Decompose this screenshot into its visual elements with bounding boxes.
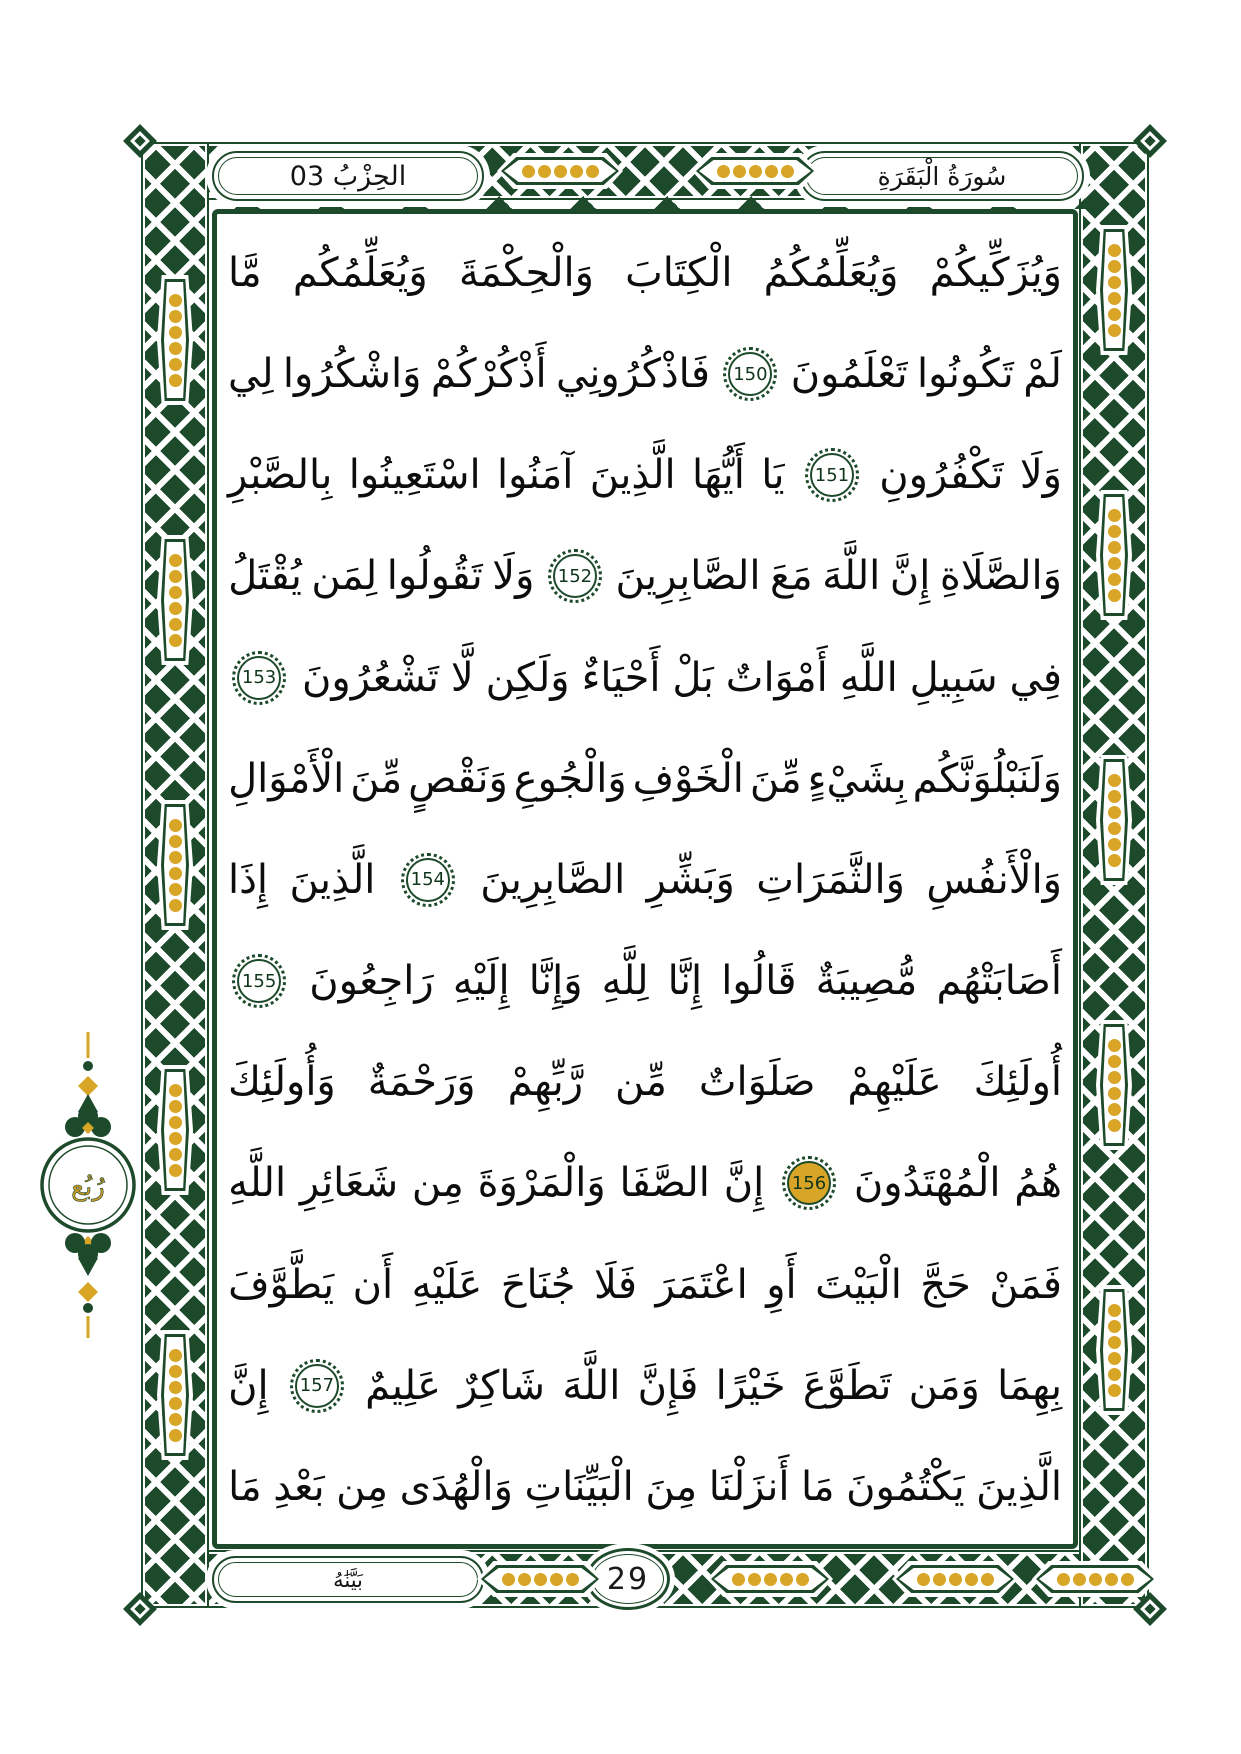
quran-word: الَّذِينَ [976,1463,1062,1510]
quran-word: تَشْعُرُونَ [302,654,439,701]
quran-word: وَالْجُوعِ [513,755,627,802]
gold-dot [518,1573,531,1586]
gold-dot [1108,509,1121,522]
verse-number-medallion: 155 [237,959,281,1003]
gold-dot [522,165,535,178]
gold-dot [1108,1039,1121,1052]
gold-dots-medallion [1096,490,1132,620]
quran-line [228,224,1062,322]
gold-dot [169,851,182,864]
quran-word: أَحْيَاءٌ [581,654,661,701]
gold-dot [169,1100,182,1113]
quran-word: مَا [800,1463,835,1510]
quran-word: يَا [761,452,785,499]
gold-dot [169,1365,182,1378]
quran-word: بَلْ [672,654,714,701]
hizb-cartouche [212,151,484,201]
gold-dot [1108,573,1121,586]
gold-dot [169,835,182,848]
quran-line [228,730,1062,828]
verse-number-medallion: 153 [237,656,281,700]
gold-dot [1108,276,1121,289]
gold-dots-medallion [692,153,818,189]
gold-dot-row [502,1573,579,1586]
quran-word: فَمَنْ [989,1261,1062,1308]
quran-word: وَالصَّلَاةِ [939,553,1062,600]
verse-number-medallion: 154 [406,858,450,902]
gold-dots-medallion [1096,755,1132,885]
gold-dots-medallion [157,1065,193,1195]
gold-dot-row [732,1573,809,1586]
gold-dot-row [917,1573,994,1586]
quran-word: فَلَا [594,1261,637,1308]
quran-word: تَعْلَمُونَ [790,351,908,398]
gold-dot [169,602,182,615]
quran-word: فِي [1009,654,1062,701]
quran-word: بِالصَّبْرِ [228,452,333,499]
quran-word: وَلَا [1019,452,1062,499]
quran-word: مِّنَ [350,755,403,802]
quran-word: رَّبِّهِمْ [507,1059,584,1106]
gold-dot-row [169,819,182,912]
gold-dot-row [1108,509,1121,602]
gold-dot-row [169,554,182,647]
gold-dot-row [1057,1573,1134,1586]
quran-word: وَلَنَبْلُوَنَّكُم [912,755,1062,802]
quran-word: بَعْدِ [273,1463,325,1510]
gold-diamond-bottom [78,1282,98,1302]
gold-dot-row [522,165,599,178]
hizb-label: الحِزْبُ 03 [289,160,407,192]
gold-diamond-top [78,1076,98,1096]
gold-dot [169,1084,182,1097]
quran-word: بِشَيْءٍ [807,755,907,802]
quran-line [228,325,1062,423]
gold-dot [1108,324,1121,337]
quran-word: شَاكِرٌ [458,1362,546,1409]
gold-dots-medallion [157,800,193,930]
quran-word: حَجَّ [920,1261,971,1308]
quran-word: الْبَيْتَ [815,1261,902,1308]
quran-word: وَيُعَلِّمُكُم [292,250,428,296]
gold-dot-row [169,294,182,387]
gold-dot [169,1397,182,1410]
gold-dot [169,1164,182,1177]
gold-dot [169,867,182,880]
gold-dot [1108,838,1121,851]
quran-line [228,831,1062,929]
gold-dot-row [1108,1304,1121,1397]
gold-dot [748,1573,761,1586]
quran-word: اللَّهَ [822,553,881,600]
gold-dot [169,570,182,583]
gold-dot [169,618,182,631]
quran-word: سَبِيلِ [909,654,998,701]
quran-word: وَلَا [492,553,535,600]
quran-word: تَكْفُرُونِ [879,452,1004,499]
quran-word: الصَّابِرِينَ [615,553,761,600]
gold-dot [169,1148,182,1161]
gold-dot [169,374,182,387]
quran-word: وَبَشِّرِ [646,856,735,903]
quran-word: أَن [352,1261,394,1308]
gold-dot [534,1573,547,1586]
quran-word: الصَّابِرِينَ [480,856,626,903]
gold-dot [733,165,746,178]
gold-dot [169,554,182,567]
gold-dot [1108,589,1121,602]
gold-dot [169,342,182,355]
gold-dot [965,1573,978,1586]
quran-word: تَطَوَّعَ [802,1362,892,1409]
gold-dots-medallion [892,1561,1018,1597]
gold-dot [1108,1336,1121,1349]
catchword-cartouche [212,1556,484,1603]
quran-word: اعْتَمَرَ [655,1261,748,1308]
quran-word: قَالُوا [721,958,797,1005]
quran-word: مَعَ [770,553,813,600]
quran-line [228,1438,1062,1536]
gold-dots-medallion [497,153,623,189]
gold-dot [169,358,182,371]
gold-dot [538,165,551,178]
quran-word: خَيْرًا [715,1362,786,1409]
gold-dot [765,165,778,178]
gold-dot [566,1573,579,1586]
quran-word: مَّا [228,250,262,296]
gold-dot [1108,806,1121,819]
gold-dot [1108,1055,1121,1068]
quran-line [228,629,1062,727]
quran-word: اللَّهَ [562,1362,621,1409]
quran-word: مِّنَ [749,755,802,802]
quran-word: الْأَمْوَالِ [228,755,345,802]
gold-dot [781,165,794,178]
gold-dot [1108,1384,1121,1397]
verse-number-medallion: 152 [553,554,597,598]
quran-word: رَاجِعُونَ [309,958,434,1005]
gold-dot [717,165,730,178]
quran-word: فَإِنَّ [637,1362,699,1409]
quran-word: بِهِمَا [997,1362,1062,1409]
quran-word: الَّذِينَ [289,856,376,903]
quran-word: عَلِيمٌ [365,1362,441,1409]
gold-dot [554,165,567,178]
gold-dot [1073,1573,1086,1586]
gold-dot [502,1573,515,1586]
gold-dot [1108,1368,1121,1381]
quran-word: وَاشْكُرُوا [282,351,422,398]
quran-word: الْكِتَابَ [625,250,733,296]
gold-dot [169,1429,182,1442]
quran-word: وَالْحِكْمَةَ [458,250,594,296]
quran-word: شَعَائِرِ [299,1160,399,1207]
quran-word: أَيُّهَا [692,452,745,499]
gold-dot [169,1349,182,1362]
gold-dot [586,165,599,178]
quran-word: لَّا [450,654,474,701]
quran-word: مُّصِيبَةٌ [815,958,918,1005]
quran-word: إِنَّا [667,958,703,1005]
quran-word: أَمْوَاتٌ [725,654,828,701]
quran-word: لِمَن [311,553,378,600]
gold-dot [1121,1573,1134,1586]
quran-word: أُولَئِكَ [973,1059,1062,1106]
gold-dot [169,1116,182,1129]
gold-dot [1105,1573,1118,1586]
gold-dot [169,586,182,599]
gold-dot [949,1573,962,1586]
quran-word: وَيُعَلِّمُكُمُ [763,250,899,296]
quran-word: أَوِ [766,1261,797,1308]
gold-dot [169,819,182,832]
gold-dot [169,326,182,339]
quran-word: مِّن [615,1059,667,1106]
quran-line [228,426,1062,524]
quran-word: أَنزَلْنَا [708,1463,790,1510]
quran-word: إِنَّ [228,1362,269,1409]
quran-line [228,527,1062,625]
gold-dot [732,1573,745,1586]
quran-word: تَكُونُوا [917,351,1014,398]
gold-dot [1108,292,1121,305]
quran-word: وَمَن [908,1362,980,1409]
quran-word: وَأُولَئِكَ [228,1059,336,1106]
gold-dot [1089,1573,1102,1586]
verse-number-medallion: 157 [295,1364,339,1408]
gold-dot-row [1108,244,1121,337]
quran-word: يُقْتَلُ [228,553,302,600]
gold-dot [1108,244,1121,257]
quran-word: وَإِنَّا [528,958,583,1005]
gold-dot [1108,260,1121,273]
gold-dot [169,634,182,647]
gold-dot [764,1573,777,1586]
quran-word: الَّذِينَ [589,452,676,499]
gold-dot [1108,1320,1121,1333]
quran-word: الْمُهْتَدُونَ [853,1160,1001,1207]
quarter-marker-label: رُبُع [71,1172,105,1202]
verse-number-medallion: 156 [787,1161,831,1205]
gold-dot [169,899,182,912]
gold-dot [749,165,762,178]
gold-dots-medallion [157,275,193,405]
quran-word: وَالثَّمَرَاتِ [756,856,905,903]
quran-word: أَذْكُرْكُمْ [430,351,547,398]
gold-dot-row [1108,774,1121,867]
quran-word: الصَّفَا [619,1160,710,1207]
page-number: 29 [606,1561,650,1597]
quran-word: وَنَقْصٍ [408,755,508,802]
gold-dot [1057,1573,1070,1586]
gold-dots-medallion [1032,1561,1158,1597]
gold-dots-medallion [1096,1020,1132,1150]
quran-word: هُمُ [1014,1160,1062,1207]
gold-dot-row [169,1349,182,1442]
quran-word: آمَنُوا [497,452,574,499]
quran-word: لِي [228,351,274,398]
quran-word: الْخَوْفِ [632,755,744,802]
quran-word: وَلَكِن [485,654,570,701]
gold-dot [1108,541,1121,554]
gold-dot [169,1381,182,1394]
quran-word: إِنَّ [889,553,931,600]
gold-dot [1108,525,1121,538]
quarter-hizb-ornament [36,1032,140,1338]
gold-dot [1108,774,1121,787]
gold-dot [1108,1087,1121,1100]
gold-dot [1108,822,1121,835]
gold-dot [917,1573,930,1586]
surah-title-label: سُورَةُ الْبَقَرَةِ [877,161,1007,191]
verse-number-medallion: 150 [728,352,772,396]
gold-dot [169,883,182,896]
quran-word: صَلَوَاتٌ [698,1059,816,1106]
quran-word: فَاذْكُرُونِي [555,351,710,398]
quran-word: مِنَ [645,1463,698,1510]
ornament-dot-top [83,1061,93,1071]
gold-dots-medallion [1096,1285,1132,1415]
gold-dot-row [717,165,794,178]
quran-line [228,1033,1062,1131]
crest-tip-bottom [78,1258,98,1276]
quran-word: مِن [336,1463,389,1510]
ornament-dot-bottom [83,1303,93,1313]
gold-dots-medallion [157,535,193,665]
quran-word: وَيُزَكِّيكُمْ [929,250,1062,296]
quran-word: إِلَيْهِ [452,958,510,1005]
quran-word: وَالْأَنفُسِ [926,856,1062,903]
quran-word: وَرَحْمَةٌ [367,1059,476,1106]
gold-dot [1108,1071,1121,1084]
catchword-label: بَيَّنَٰهُ [333,1567,363,1592]
quran-word: إِنَّ [723,1160,765,1207]
quran-word: يَطَّوَّفَ [228,1261,335,1308]
quran-word: وَالْهُدَى [399,1463,513,1510]
gold-dot [1108,854,1121,867]
gold-dot [780,1573,793,1586]
quran-word: مِن [411,1160,464,1207]
quran-word: اللَّهِ [839,654,898,701]
quran-word: تَقُولُوا [386,553,483,600]
quran-word: جُنَاحَ [500,1261,576,1308]
gold-dot [169,294,182,307]
quran-line [228,1134,1062,1232]
quran-word: أَصَابَتْهُم [936,958,1062,1005]
verse-number-medallion: 151 [810,453,854,497]
gold-dot [550,1573,563,1586]
gold-dots-medallion [477,1561,603,1597]
quran-text-block [228,224,1062,1536]
quran-word: عَلَيْهِ [411,1261,483,1308]
quran-word: لَمْ [1023,351,1062,398]
quran-word: مَا [228,1463,262,1510]
quran-word: يَكْتُمُونَ [846,1463,965,1510]
gold-dot [1108,308,1121,321]
gold-dots-medallion [157,1330,193,1460]
gold-dot [981,1573,994,1586]
quran-word: إِذَا [228,856,269,903]
gold-dot [570,165,583,178]
quran-word: اللَّهِ [228,1160,287,1207]
quran-word: الْبَيِّنَاتِ [524,1463,634,1510]
quran-word: عَلَيْهِمْ [847,1059,942,1106]
gold-dot-row [169,1084,182,1177]
gold-dots-medallion [1096,225,1132,355]
gold-dot [169,1132,182,1145]
quran-word: لِلَّهِ [601,958,649,1005]
gold-dot [796,1573,809,1586]
gold-dot [169,310,182,323]
quran-word: اسْتَعِينُوا [348,452,481,499]
gold-dot [1108,557,1121,570]
quran-line [228,1337,1062,1435]
quran-line [228,932,1062,1030]
quran-word: وَالْمَرْوَةَ [477,1160,606,1207]
quran-line [228,1236,1062,1334]
gold-dots-medallion [707,1561,833,1597]
gold-dot [1108,1352,1121,1365]
gold-dot [169,1413,182,1426]
gold-dot [933,1573,946,1586]
gold-dot [1108,1103,1121,1116]
gold-dot [1108,1119,1121,1132]
gold-dot-row [1108,1039,1121,1132]
gold-dot [1108,790,1121,803]
gold-dot [1108,1304,1121,1317]
surah-cartouche [800,151,1084,201]
